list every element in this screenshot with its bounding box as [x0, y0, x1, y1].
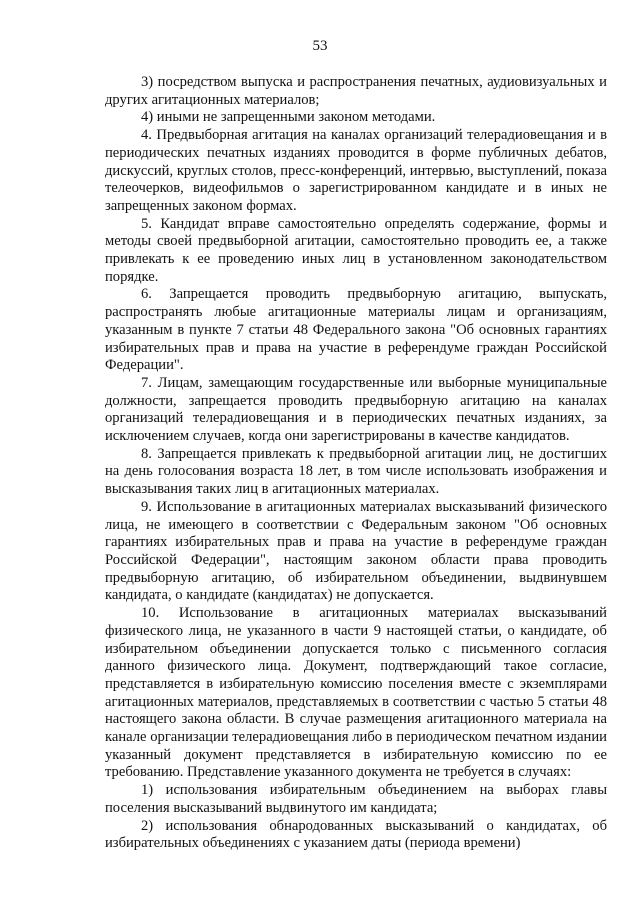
paragraph-section-8: 8. Запрещается привлекать к предвыборной агитации лиц, не достигших на день голосования возраста 18 лет, в том числе использовать изображения и высказывания таких лиц в агитационных материалах.	[105, 445, 607, 498]
paragraph-section-4: 4. Предвыборная агитация на каналах организаций телерадиовещания и в периодических печатных изданиях проводится в форме публичных дебатов, дискуссий, круглых столов, пресс-конференций, интервью, выступлений, показа телеочерков, видеофильмов о зарегистрированном кандидате и в иных не запрещенных законом формах.	[105, 127, 607, 214]
paragraph-section-6: 6. Запрещается проводить предвыборную агитацию, выпускать, распространять любые агитационные материалы лицам и организациям, указанным в пункте 7 статьи 48 Федерального закона "Об основных гарантиях избирательных прав и права на участие в референдуме граждан Российской Федерации".	[105, 286, 607, 374]
paragraph-section-9: 9. Использование в агитационных материалах высказываний физического лица, не имеющего в соответствии с Федеральным законом "Об основных гарантиях избирательных прав и права на участие в референдуме граждан Российской Федерации", настоящим законом области права проводить предвыборную агитацию, об избирательном объединении, выдвинувшем кандидата, о кандидате (кандидатах) не допускается.	[105, 498, 607, 604]
paragraph-item-4-clause: 4) иными не запрещенными законом методами.	[141, 109, 436, 126]
paragraph-sub-item-1: 1) использования избирательным объединением на выборах главы поселения высказываний выдвинутого им кандидата;	[105, 782, 607, 816]
paragraph-sub-item-2: 2) использования обнародованных высказываний о кандидатах, об избирательных объединениях с указанием даты (периода времени)	[105, 817, 607, 852]
paragraph-section-5: 5. Кандидат вправе самостоятельно определять содержание, формы и методы своей предвыборной агитации, самостоятельно проводить ее, а также привлекать к ее проведению иных лиц в установленном законодательством порядке.	[105, 215, 607, 285]
paragraph-section-10: 10. Использование в агитационных материалах высказываний физического лица, не указанного в части 9 настоящей статьи, о кандидате, об избирательном объединении допускается только с письменного согласия данного физического лица. Документ, подтверждающий такое согласие, представляется в избирательную комиссию поселения вместе с экземплярами агитационных материалов, представляемых в соответствии с частью 5 статьи 48 настоящего закона области. В случае размещения агитационного материала на канале организации телерадиовещания либо в периодическом печатном издании указанный документ представляется в избирательную комиссию по ее требованию. Представление указанного документа не требуется в случаях:	[105, 605, 607, 781]
paragraph-section-7: 7. Лицам, замещающим государственные или выборные муниципальные должности, запрещается проводить предвыборную агитацию на каналах организаций телерадиовещания и в периодических печатных изданиях, за исключением случаев, когда они зарегистрированы в качестве кандидатов.	[105, 374, 607, 445]
paragraph-item-3-clause: 3) посредством выпуска и распространения печатных, аудиовизуальных и других агитационных материалов;	[105, 74, 607, 108]
document-body	[105, 74, 607, 853]
page-number: 53	[312, 38, 328, 54]
